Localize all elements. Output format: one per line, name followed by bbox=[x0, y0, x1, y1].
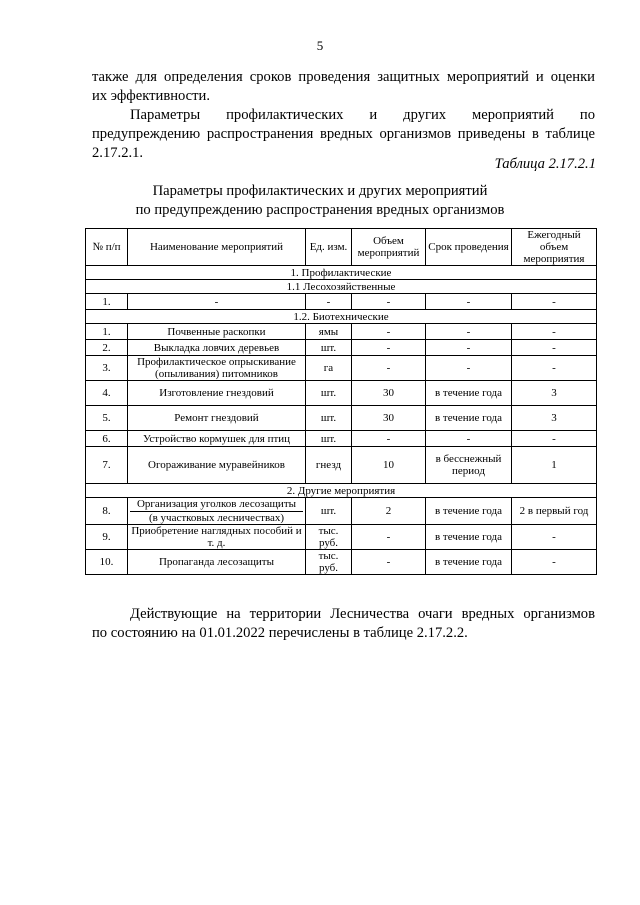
cell-name: Приобретение наглядных пособий и т. д. bbox=[128, 525, 306, 550]
cell-name: Устройство кормушек для птиц bbox=[128, 431, 306, 447]
table-title bbox=[0, 182, 640, 220]
cell-volume: - bbox=[352, 324, 426, 340]
cell-term: - bbox=[426, 340, 512, 356]
cell-term: - bbox=[426, 294, 512, 310]
table-row bbox=[86, 381, 597, 406]
header-volume: Объем мероприятий bbox=[352, 229, 426, 266]
paragraph-1-line-1: также для определения сроков проведения защитных мероприятий и оценки bbox=[92, 69, 595, 85]
cell-term: - bbox=[426, 431, 512, 447]
table-row bbox=[86, 294, 597, 310]
cell-unit: шт. bbox=[306, 340, 352, 356]
cell-num: 6. bbox=[86, 431, 128, 447]
table-row bbox=[86, 324, 597, 340]
subsection-title: 1.2. Биотехнические bbox=[86, 310, 597, 324]
table-row bbox=[86, 525, 597, 550]
cell-term: - bbox=[426, 324, 512, 340]
cell-annual: 3 bbox=[512, 406, 597, 431]
cell-annual: - bbox=[512, 324, 597, 340]
cell-unit: шт. bbox=[306, 498, 352, 525]
section-title: 1. Профилактические bbox=[86, 266, 597, 280]
header-num: № п/п bbox=[86, 229, 128, 266]
cell-name: Пропаганда лесозащиты bbox=[128, 550, 306, 575]
cell-name-line-2: (в участковых лесничествах) bbox=[130, 511, 303, 525]
section-title: 2. Другие мероприятия bbox=[86, 484, 597, 498]
cell-annual: - bbox=[512, 550, 597, 575]
table-row bbox=[86, 356, 597, 381]
paragraph-1-line-2: их эффективности. bbox=[92, 88, 210, 104]
cell-volume: - bbox=[352, 294, 426, 310]
paragraph-2-line-2: предупреждению распространения вредных организмов приведены в таблице bbox=[92, 126, 595, 142]
cell-name: - bbox=[128, 294, 306, 310]
cell-num: 4. bbox=[86, 381, 128, 406]
cell-volume: - bbox=[352, 356, 426, 381]
table-row bbox=[86, 431, 597, 447]
cell-volume: - bbox=[352, 431, 426, 447]
cell-term: в течение года bbox=[426, 550, 512, 575]
paragraph-3-line-2: по состоянию на 01.01.2022 перечислены в таблице 2.17.2.2. bbox=[92, 625, 468, 641]
cell-unit: тыс. руб. bbox=[306, 550, 352, 575]
cell-volume: 30 bbox=[352, 381, 426, 406]
cell-unit: шт. bbox=[306, 406, 352, 431]
paragraph-3-line-1: Действующие на территории Лесничества очаги вредных организмов bbox=[130, 606, 595, 622]
cell-term: в течение года bbox=[426, 525, 512, 550]
table-title-line-1: Параметры профилактических и других мероприятий bbox=[152, 183, 488, 199]
cell-term: - bbox=[426, 356, 512, 381]
cell-num: 3. bbox=[86, 356, 128, 381]
cell-name-line-1: Организация уголков лесозащиты bbox=[136, 498, 297, 511]
table-row bbox=[86, 340, 597, 356]
cell-num: 10. bbox=[86, 550, 128, 575]
cell-annual: - bbox=[512, 525, 597, 550]
cell-term: в течение года bbox=[426, 406, 512, 431]
cell-name: Ремонт гнездовий bbox=[128, 406, 306, 431]
cell-annual: - bbox=[512, 356, 597, 381]
section-row bbox=[86, 266, 597, 280]
cell-unit: га bbox=[306, 356, 352, 381]
cell-term: в течение года bbox=[426, 498, 512, 525]
table-row bbox=[86, 406, 597, 431]
cell-num: 1. bbox=[86, 294, 128, 310]
cell-annual: 3 bbox=[512, 381, 597, 406]
cell-annual: - bbox=[512, 340, 597, 356]
cell-name: Изготовление гнездовий bbox=[128, 381, 306, 406]
header-name: Наименование мероприятий bbox=[128, 229, 306, 266]
cell-unit: шт. bbox=[306, 381, 352, 406]
cell-name: Огораживание муравейников bbox=[128, 447, 306, 484]
table-title-line-2: по предупреждению распространения вредных организмов bbox=[135, 202, 505, 218]
cell-term: в течение года bbox=[426, 381, 512, 406]
cell-volume: - bbox=[352, 550, 426, 575]
cell-annual: - bbox=[512, 431, 597, 447]
cell-volume: 10 bbox=[352, 447, 426, 484]
page-number: 5 bbox=[316, 38, 324, 53]
table-header-row bbox=[86, 229, 597, 266]
cell-volume: - bbox=[352, 340, 426, 356]
cell-name-split bbox=[130, 498, 303, 524]
header-unit: Ед. изм. bbox=[306, 229, 352, 266]
section-row bbox=[86, 484, 597, 498]
subsection-row bbox=[86, 310, 597, 324]
cell-name: Профилактическое опрыскивание (опыливания) питомников bbox=[128, 356, 306, 381]
cell-name bbox=[128, 498, 306, 525]
measures-table bbox=[85, 228, 597, 575]
cell-unit: шт. bbox=[306, 431, 352, 447]
paragraph-2-line-3: 2.17.2.1. bbox=[92, 145, 144, 161]
subsection-title: 1.1 Лесохозяйственные bbox=[86, 280, 597, 294]
cell-unit: тыс. руб. bbox=[306, 525, 352, 550]
cell-unit: - bbox=[306, 294, 352, 310]
cell-volume: 30 bbox=[352, 406, 426, 431]
header-annual: Ежегодный объем мероприятия bbox=[512, 229, 597, 266]
cell-volume: - bbox=[352, 525, 426, 550]
cell-unit: ямы bbox=[306, 324, 352, 340]
cell-annual: 1 bbox=[512, 447, 597, 484]
cell-name: Выкладка ловчих деревьев bbox=[128, 340, 306, 356]
cell-annual: - bbox=[512, 294, 597, 310]
cell-num: 9. bbox=[86, 525, 128, 550]
cell-num: 1. bbox=[86, 324, 128, 340]
cell-annual: 2 в первый год bbox=[512, 498, 597, 525]
table-row bbox=[86, 498, 597, 525]
cell-num: 7. bbox=[86, 447, 128, 484]
cell-num: 5. bbox=[86, 406, 128, 431]
cell-unit: гнезд bbox=[306, 447, 352, 484]
cell-num: 8. bbox=[86, 498, 128, 525]
cell-name: Почвенные раскопки bbox=[128, 324, 306, 340]
cell-num: 2. bbox=[86, 340, 128, 356]
cell-volume: 2 bbox=[352, 498, 426, 525]
cell-term: в бесснежный период bbox=[426, 447, 512, 484]
header-term: Срок проведения bbox=[426, 229, 512, 266]
table-row bbox=[86, 550, 597, 575]
paragraph-2-line-1: Параметры профилактических и других мероприятий по bbox=[130, 107, 595, 123]
table-row bbox=[86, 447, 597, 484]
subsection-row bbox=[86, 280, 597, 294]
table-caption: Таблица 2.17.2.1 bbox=[494, 156, 596, 172]
